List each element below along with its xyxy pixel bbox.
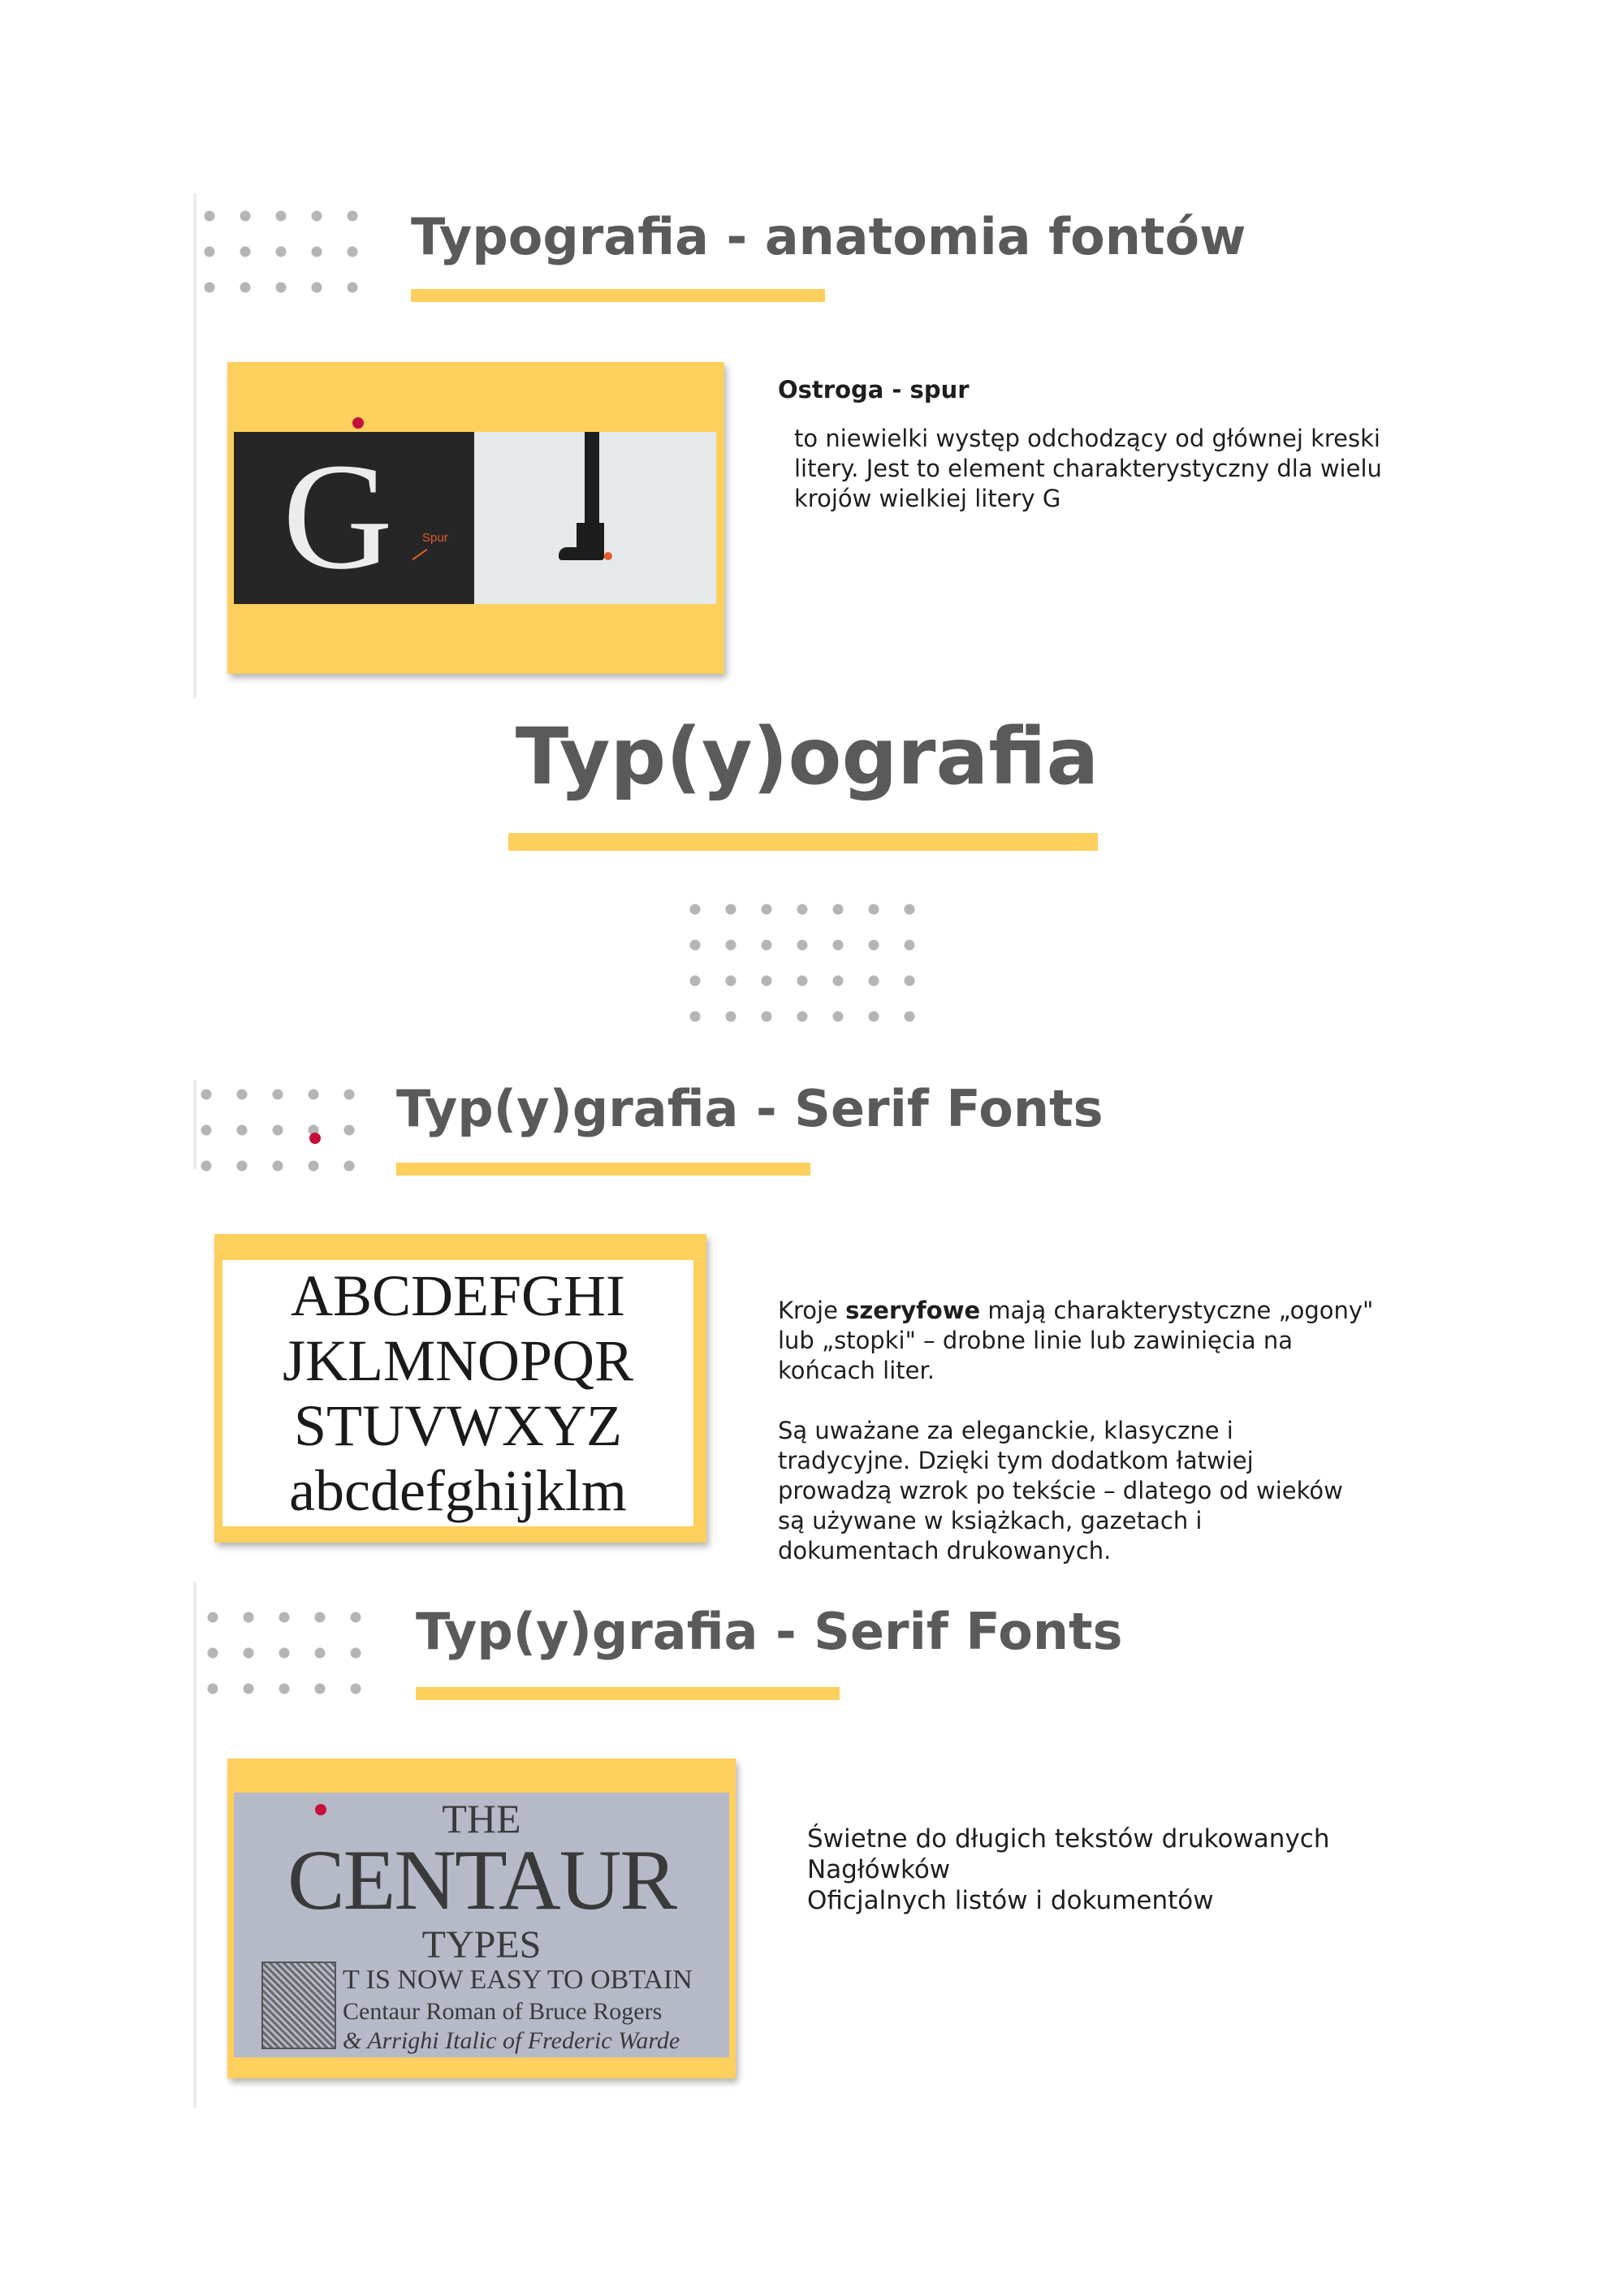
description-line: litery. Jest to element charakterystyczny dla wielu: [794, 455, 1382, 482]
alphabet-line: JKLMNOPQR: [282, 1328, 634, 1393]
leg-shape: [585, 432, 599, 528]
decorative-dot-grid: [192, 198, 370, 305]
section-title: Typografia - anatomia fontów: [411, 207, 1246, 266]
description-line: prowadzą wzrok po tekście – dlatego od wieków: [778, 1477, 1343, 1504]
specimen-the: THE: [442, 1796, 521, 1841]
accent-dot: [352, 417, 364, 429]
specimen-line: T IS NOW EASY TO OBTAIN: [343, 1965, 693, 1995]
description-line: końcach liter.: [778, 1357, 935, 1384]
description-line: tradycyjne. Dzięki tym dodatkom łatwiej: [778, 1447, 1254, 1474]
alphabet-line: ABCDEFGHI: [290, 1263, 626, 1328]
specimen-centaur: CENTAUR: [287, 1832, 676, 1927]
main-title: Typ(y)ografia: [515, 711, 1099, 802]
decorative-dot-grid: [188, 1077, 367, 1184]
letter-g-glyph: G: [283, 431, 393, 601]
alphabet-sample: [222, 1260, 693, 1526]
bold-term: szeryfowe: [845, 1297, 981, 1324]
spur-callout-label: Spur: [422, 531, 448, 545]
title-underline: [396, 1163, 810, 1176]
section-title: Typ(y)grafia - Serif Fonts: [396, 1079, 1104, 1138]
list-item: Świetne do długich tekstów drukowanych: [807, 1824, 1330, 1854]
list-item: Nagłówków: [807, 1855, 951, 1884]
spur-heading: Ostroga - spur: [778, 376, 970, 404]
accent-dot: [309, 1133, 321, 1144]
specimen-types: TYPES: [421, 1923, 542, 1966]
shoe-panel: [474, 432, 716, 604]
list-item: Oficjalnych listów i dokumentów: [807, 1886, 1214, 1915]
spur-illustration-card: [227, 362, 724, 674]
description-line: Kroje szeryfowe mają charakterystyczne „ogony": [778, 1297, 1374, 1324]
centaur-specimen-card: [227, 1759, 736, 2078]
description-line: dokumentach drukowanych.: [778, 1537, 1112, 1564]
specimen-line: & Arrighi Italic of Frederic Warde: [343, 2027, 680, 2054]
description-line: są używane w książkach, gazetach i: [778, 1507, 1203, 1534]
description-line: krojów wielkiej litery G: [794, 485, 1061, 512]
title-underline: [411, 289, 825, 302]
centaur-specimen: [234, 1793, 729, 2057]
boot-toe: [559, 547, 604, 560]
section-title: Typ(y)grafia - Serif Fonts: [416, 1602, 1123, 1661]
ornamental-initial: [261, 1962, 336, 2049]
decorative-dot-grid: [195, 1599, 374, 1707]
title-underline: [416, 1687, 840, 1700]
alphabet-line: STUVWXYZ: [294, 1393, 622, 1458]
specimen-line: Centaur Roman of Bruce Rogers: [343, 1998, 663, 2025]
spur-marker: [604, 552, 612, 560]
description-line: Są uważane za eleganckie, klasyczne i: [778, 1417, 1233, 1444]
description-line: to niewielki występ odchodzący od głównej kreski: [794, 425, 1380, 452]
serif-alphabet-card: [214, 1234, 706, 1543]
decorative-dot-grid: [677, 891, 927, 1034]
main-title-underline: [508, 833, 1098, 851]
description-line: lub „stopki" – drobne linie lub zawinięcia na: [778, 1327, 1293, 1354]
alphabet-line: abcdefghijklm: [289, 1458, 627, 1523]
